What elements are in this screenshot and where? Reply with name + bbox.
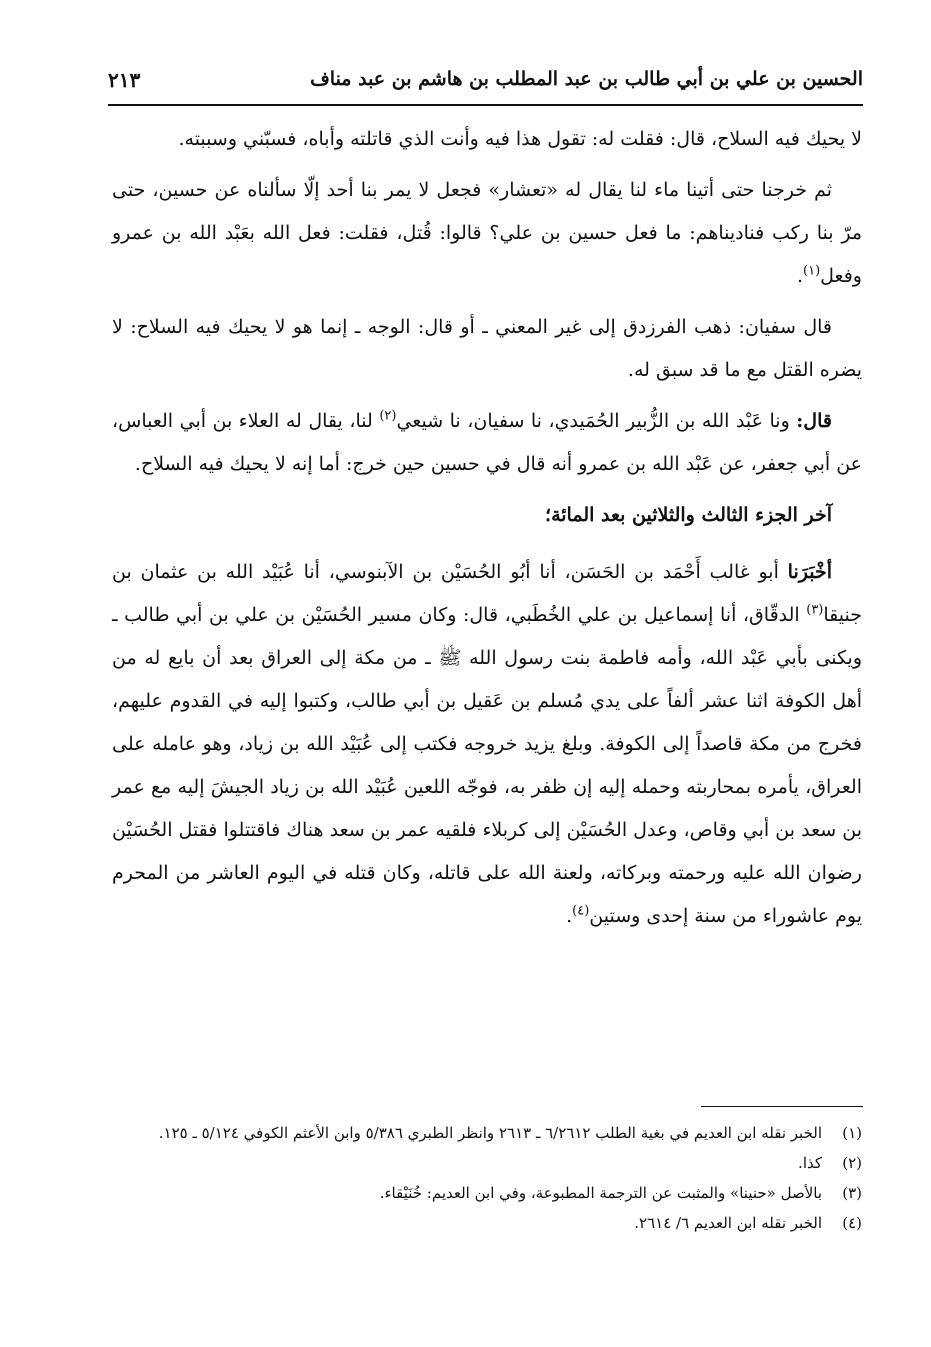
footnote-text: الخبر نقله ابن العديم ٦/ ٢٦١٤. [634, 1214, 822, 1232]
paragraph-tail: لنا، يقال له العلاء بن أبي العباس، عن أبي جعفر، عن عَبْد الله بن عمرو أنه قال في حسين حين خرج: أما إنه لا يحيك فيه السلاح. [112, 410, 862, 475]
footnote-text: بالأصل «حنينا» والمثبت عن الترجمة المطبوعة، وفي ابن العديم: خُنَيْقاء. [379, 1184, 822, 1202]
paragraph-text: قال سفيان: ذهب الفرزدق إلى غير المعني ـ أو قال: الوجه ـ إنما هو لا يحيك فيه السلاح: لا يضره القتل مع ما قد سبق له. [112, 316, 862, 381]
paragraph-text: ثم خرجنا حتى أتينا ماء لنا يقال له «تعشار» فجعل لا يمر بنا أحد إلّا سألناه عن حسين، حتى مرّ بنا ركب فناديناهم: ما فعل حسين بن علي؟ قالوا: قُتل، فقلت: فعل الله بعَبْد الله بن عمرو وفعل [112, 179, 862, 287]
footnote-3 [112, 1178, 862, 1208]
footnote-2 [112, 1148, 862, 1178]
section-heading: آخر الجزء الثالث والثلاثين بعد المائة؛ [545, 504, 832, 526]
paragraph-text: أبو غالب أَحْمَد بن الحَسَن، أنا أبُو الحُسَيْن بن الآبنوسي، أنا عُبَيْد الله بن عثمان بن جنيقا [112, 561, 862, 626]
footnote-ref-4[interactable]: (٤) [572, 903, 590, 919]
page-number: ٢١٣ [108, 68, 141, 92]
running-header [108, 64, 863, 100]
paragraph-text: لا يحيك فيه السلاح، قال: فقلت له: تقول هذا فيه وأنت الذي قاتلته وأباه، فسبّني وسببته. [178, 128, 862, 150]
footnote-1 [112, 1118, 862, 1148]
paragraph-lead: قال: [796, 410, 832, 432]
paragraph-text: الدقّاق، أنا إسماعيل بن علي الخُطَبي، قال: وكان مسير الحُسَيْن بن علي بن أبي طالب ـ ويكنى بأبي عَبْد الله، وأمه فاطمة بنت رسول الله ﷺ ـ من مكة إلى العراق بعد أن بايع له من أهل الكوفة اثنا عشر ألفاً على يدي مُسلم بن عَقيل بن أبي طالب، وكتبوا إليه في القدوم عليهم، فخرج من مكة قاصداً إلى الكوفة. وبلغ يزيد خروجه فكتب إلى عُبَيْد الله بن زياد، وهو عامله على العراق، يأمره بمحاربته وحمله إليه إن ظفر به، فوجّه اللعين عُبَيْد الله بن زياد الجيشَ إليه مع عمر بن سعد بن أبي وقاص، وعدل الحُسَيْن إلى كربلاء فلقيه عمر بن سعد هناك فاقتتلوا فقتل الحُسَيْن رضوان الله عليه ورحمته وبركاته، ولعنة الله على قاتله، وكان قتله في اليوم العاشر من المحرم يوم عاشوراء من سنة إحدى وستين [112, 604, 862, 927]
footnote-number: (٣) [842, 1184, 862, 1202]
paragraph-text: ونا عَبْد الله بن الزُّبير الحُمَيدي، نا سفيان، نا شيعي [396, 410, 797, 432]
footnote-number: (٢) [842, 1154, 862, 1172]
footnote-ref-1[interactable]: (١) [803, 263, 821, 279]
footnote-text: كذا. [798, 1154, 822, 1172]
paragraph-2 [112, 169, 862, 298]
footnotes [112, 1118, 862, 1238]
paragraph-lead: أخْبَرَنا [787, 561, 832, 583]
main-text [112, 118, 862, 946]
paragraph-tail: . [796, 265, 804, 287]
footnote-4 [112, 1208, 862, 1238]
paragraph-3 [112, 306, 862, 392]
footnote-divider [701, 1106, 863, 1107]
footnote-number: (٤) [842, 1214, 862, 1232]
header-divider [108, 104, 863, 106]
footnote-text: الخبر نقله ابن العديم في بغية الطلب ٦/٢٦١٢ ـ ٢٦١٣ وانظر الطبري ٥/٣٨٦ وابن الأعثم الكوفي ٥/١٢٤ ـ ١٢٥. [158, 1124, 822, 1142]
paragraph-4 [112, 400, 862, 486]
paragraph-1 [112, 118, 862, 161]
paragraph-5 [112, 551, 862, 938]
paragraph-tail: . [566, 905, 573, 927]
footnote-number: (١) [842, 1124, 862, 1142]
running-title: الحسين بن علي بن أبي طالب بن عبد المطلب بن هاشم بن عبد مناف [310, 68, 863, 90]
footnote-ref-3[interactable]: (٣) [806, 602, 824, 618]
footnote-ref-2[interactable]: (٢) [379, 408, 397, 424]
